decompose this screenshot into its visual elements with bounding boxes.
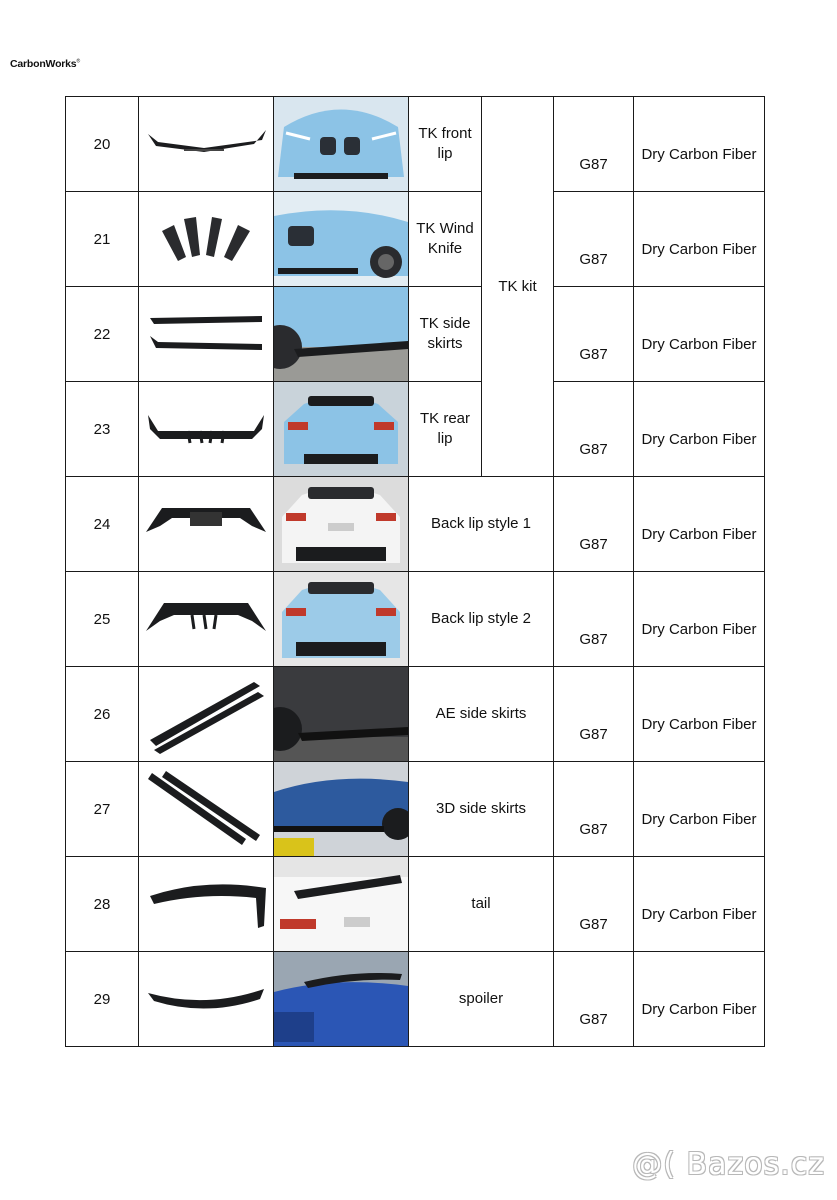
material: Dry Carbon Fiber [634,952,765,1047]
table-row [66,287,765,382]
row-number: 22 [66,287,139,382]
white-car-tail-photo-icon [274,857,408,951]
part-name: tail [409,857,554,952]
car-rear-photo-icon [274,382,408,476]
diffuser-part-icon [144,597,268,641]
table-row [66,572,765,667]
material: Dry Carbon Fiber [634,477,765,572]
wind-knife-part-icon [156,211,256,267]
brand-logo: CarbonWorks® [10,58,80,70]
table-row [66,382,765,477]
product-photo [274,572,409,667]
car-model: G87 [554,477,634,572]
table-row [66,857,765,952]
product-photo [274,287,409,382]
watermark-logo: @( Bazos.cz [632,1147,825,1182]
table-row [66,192,765,287]
material: Dry Carbon Fiber [634,572,765,667]
car-model: G87 [554,667,634,762]
diffuser-part-icon [144,502,268,546]
material: Dry Carbon Fiber [634,192,765,287]
product-photo [274,952,409,1047]
blue-car-side-photo-icon [274,762,408,856]
car-front-photo-icon [274,97,408,191]
material: Dry Carbon Fiber [634,382,765,477]
car-model: G87 [554,192,634,287]
part-name: AE side skirts [409,667,554,762]
row-number: 26 [66,667,139,762]
product-photo [274,667,409,762]
side-skirts-part-icon [144,312,268,356]
product-photo [274,477,409,572]
car-model: G87 [554,97,634,192]
car-model: G87 [554,572,634,667]
product-photo [274,97,409,192]
row-number: 24 [66,477,139,572]
product-photo [274,382,409,477]
table-row [66,952,765,1047]
part-image [139,572,274,667]
table-row [66,762,765,857]
part-name: TK side skirts [409,287,482,382]
kit-group-label: TK kit [482,97,554,477]
row-number: 25 [66,572,139,667]
blue-car-spoiler-photo-icon [274,952,408,1046]
part-image [139,762,274,857]
car-model: G87 [554,287,634,382]
white-car-rear-photo-icon [274,477,408,571]
part-image [139,192,274,287]
part-name: Back lip style 2 [409,572,554,667]
material: Dry Carbon Fiber [634,667,765,762]
side-skirts-part-icon [144,769,268,849]
table-row [66,477,765,572]
product-photo [274,762,409,857]
row-number: 28 [66,857,139,952]
part-image [139,287,274,382]
table-row [66,667,765,762]
front-lip-part-icon [144,124,268,164]
product-photo [274,857,409,952]
car-front-angle-photo-icon [274,192,408,286]
table-row [66,97,765,192]
part-name: spoiler [409,952,554,1047]
part-image [139,952,274,1047]
row-number: 23 [66,382,139,477]
material: Dry Carbon Fiber [634,287,765,382]
material: Dry Carbon Fiber [634,762,765,857]
part-name: TK Wind Knife [409,192,482,287]
blue-car-rear-photo-icon [274,572,408,666]
part-image [139,667,274,762]
part-image [139,382,274,477]
black-car-side-photo-icon [274,667,408,761]
part-name: 3D side skirts [409,762,554,857]
part-name: TK rear lip [409,382,482,477]
spoiler-part-icon [144,979,268,1019]
tail-wing-part-icon [144,874,268,934]
part-name: Back lip style 1 [409,477,554,572]
rear-lip-part-icon [144,409,268,449]
row-number: 21 [66,192,139,287]
material: Dry Carbon Fiber [634,857,765,952]
part-image [139,857,274,952]
car-model: G87 [554,382,634,477]
part-image [139,477,274,572]
side-skirts-part-icon [144,674,268,754]
car-side-photo-icon [274,287,408,381]
car-model: G87 [554,857,634,952]
part-image [139,97,274,192]
car-model: G87 [554,762,634,857]
car-model: G87 [554,952,634,1047]
material: Dry Carbon Fiber [634,97,765,192]
parts-table [65,96,765,1047]
product-photo [274,192,409,287]
row-number: 29 [66,952,139,1047]
row-number: 27 [66,762,139,857]
row-number: 20 [66,97,139,192]
part-name: TK front lip [409,97,482,192]
